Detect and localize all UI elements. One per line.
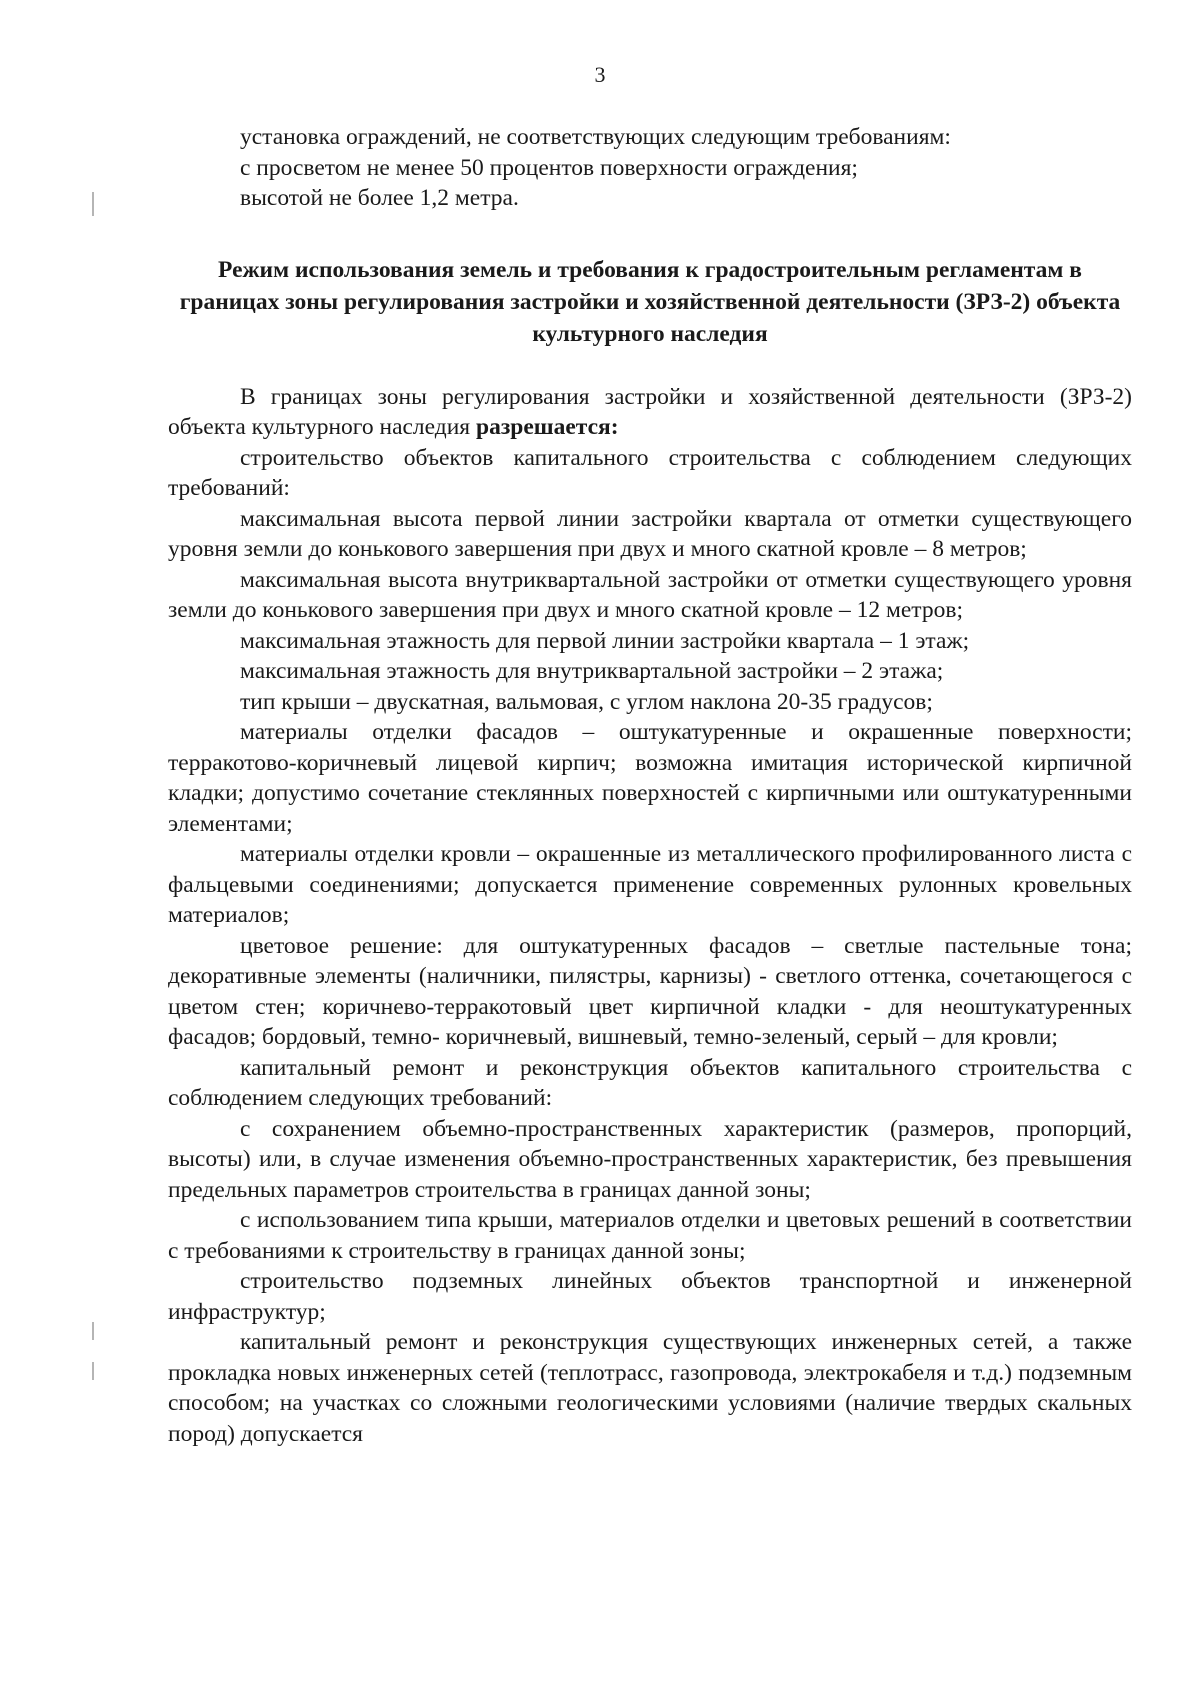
paragraph: с сохранением объемно-пространственных характеристик (размеров, пропорций, высоты) или, в случае изменения объемно-пространственных характеристик, без превышения предельных параметров строительства в границах данной зоны; [168,1115,1132,1203]
paragraph: капитальный ремонт и реконструкция существующих инженерных сетей, а также прокладка новых инженерных сетей (теплотрасс, газопровода, электрокабеля и т.д.) подземным способом; на участках со сложными геологическими условиями (наличие твердых скальных пород) допускается [168,1329,1132,1447]
paragraph-intro [168,382,1132,443]
paragraph: максимальная этажность для первой линии застройки квартала – 1 этаж; [240,627,970,654]
paragraph: с использованием типа крыши, материалов отделки и цветовых решений в соответствии с требованиями к строительству в границах данной зоны; [168,1207,1132,1264]
intro-line: установка ограждений, не соответствующих следующим требованиям: [240,124,951,150]
scan-margin-mark [92,1322,94,1340]
section-heading: Режим использования земель и требования к градостроительным регламентам в границах зоны регулирования застройки и хозяйственной деятельности (ЗРЗ-2) объекта культурного наследия [179,256,1121,347]
scan-margin-mark [92,1362,94,1380]
paragraph: тип крыши – двускатная, вальмовая, с углом наклона 20-35 градусов; [240,688,933,715]
paragraph: строительство объектов капитального строительства с соблюдением следующих требований: [168,444,1132,501]
document-body [168,122,1132,1449]
page-number: 3 [594,62,606,87]
paragraph: максимальная высота внутриквартальной застройки от отметки существующего уровня земли до конькового завершения при двух и много скатной кровле – 12 метров; [168,566,1132,623]
paragraph: материалы отделки кровли – окрашенные из металлического профилированного листа с фальцевыми соединениями; допускается применение современных рулонных кровельных материалов; [168,841,1132,928]
paragraph-intro-text: В границах зоны регулирования застройки и хозяйственной деятельности (ЗРЗ-2) объекта культурного наследия [168,383,1132,440]
paragraph: материалы отделки фасадов – оштукатуренные и окрашенные поверхности; терракотово-коричневый лицевой кирпич; возможна имитация исторической кирпичной кладки; допустимо сочетание стеклянных поверхностей с кирпичными или оштукатуренными элементами; [168,719,1132,837]
paragraph: максимальная высота первой линии застройки квартала от отметки существующего уровня земли до конькового завершения при двух и много скатной кровле – 8 метров; [168,505,1132,562]
paragraph: цветовое решение: для оштукатуренных фасадов – светлые пастельные тона; декоративные элементы (наличники, пилястры, карнизы) - светлого оттенка, сочетающегося с цветом стен; коричнево-терракотовый цвет кирпичной кладки - для неоштукатуренных фасадов; бордовый, темно- коричневый, вишневый, темно-зеленый, серый – для кровли; [168,932,1132,1050]
paragraph: максимальная этажность для внутриквартальной застройки – 2 этажа; [240,658,944,684]
intro-line: высотой не более 1,2 метра. [240,185,519,211]
intro-line: с просветом не менее 50 процентов поверхности ограждения; [240,154,858,181]
paragraph: капитальный ремонт и реконструкция объектов капитального строительства с соблюдением следующих требований: [168,1054,1132,1111]
paragraph: строительство подземных линейных объектов транспортной и инженерной инфраструктур; [168,1268,1132,1325]
scan-margin-mark [92,192,94,216]
paragraph-intro-bold: разрешается: [476,414,619,440]
